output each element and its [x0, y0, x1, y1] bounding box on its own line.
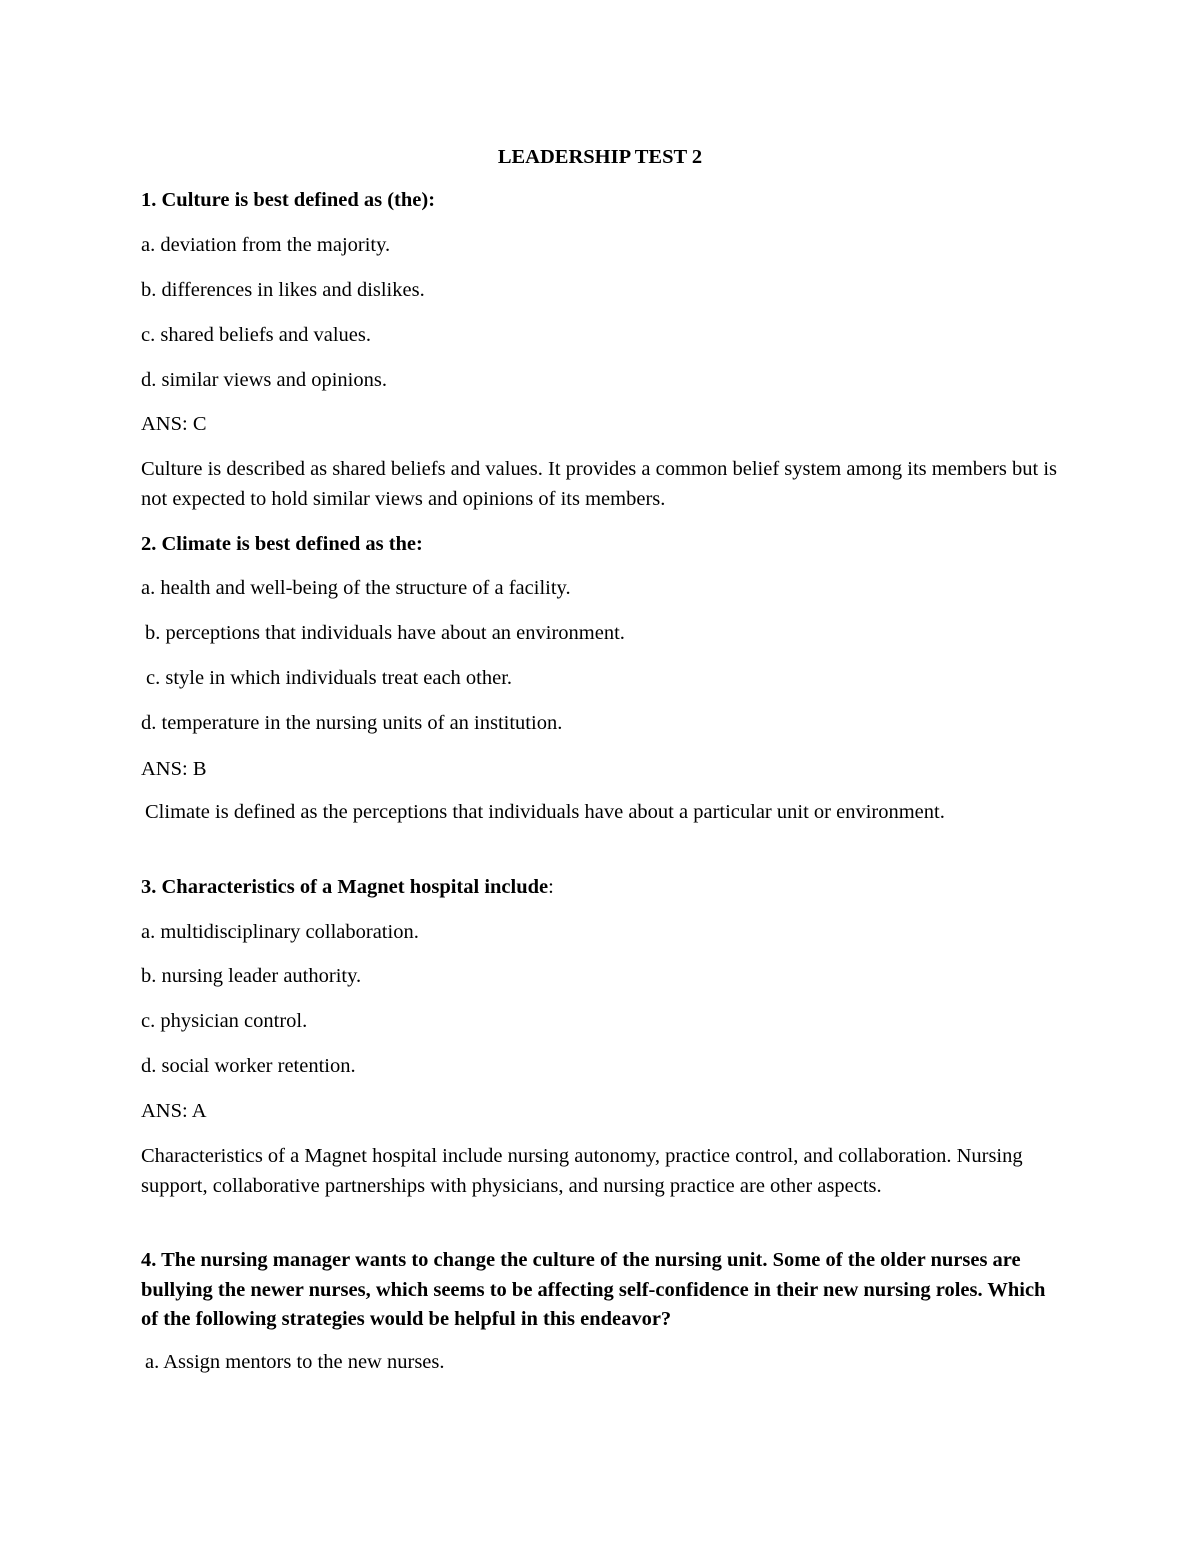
q2-option-d: d. temperature in the nursing units of an institution.: [141, 712, 563, 734]
q3-option-d: d. social worker retention.: [141, 1055, 356, 1077]
q1-answer: ANS: C: [141, 413, 207, 435]
q1-option-c: c. shared beliefs and values.: [141, 324, 371, 346]
q1-option-a: a. deviation from the majority.: [141, 234, 391, 256]
q2-answer: ANS: B: [141, 758, 207, 780]
question-3: [141, 873, 554, 902]
q1-option-d: d. similar views and opinions.: [141, 369, 387, 391]
question-1: 1. Culture is best defined as (the):: [141, 189, 436, 211]
q2-option-c: c. style in which individuals treat each other.: [146, 667, 513, 689]
q1-option-b: b. differences in likes and dislikes.: [141, 279, 425, 301]
q3-option-a: a. multidisciplinary collaboration.: [141, 921, 419, 943]
q3-answer: ANS: A: [141, 1100, 207, 1122]
q3-option-c: c. physician control.: [141, 1010, 308, 1032]
q1-rationale: Culture is described as shared beliefs and values. It provides a common belief system among its members but is not expected to hold similar views and opinions of its members.: [141, 458, 1058, 510]
question-4: 4. The nursing manager wants to change the culture of the nursing unit. Some of the older nurses are bullying the newer nurses, which seems to be affecting self-confidence in their new nursing roles. Which of the following strategies would be helpful in this endeavor?: [141, 1249, 1046, 1330]
question-3-text: 3. Characteristics of a Magnet hospital include: [141, 876, 549, 898]
question-3-colon: :: [548, 876, 554, 898]
document-title: LEADERSHIP TEST 2: [497, 146, 703, 168]
question-2: 2. Climate is best defined as the:: [141, 533, 423, 555]
q3-rationale: Characteristics of a Magnet hospital include nursing autonomy, practice control, and collaboration. Nursing support, collaborative partnerships with physicians, and nursing practice are other aspects.: [141, 1145, 1023, 1197]
q3-option-b: b. nursing leader authority.: [141, 965, 362, 987]
q4-option-a: a. Assign mentors to the new nurses.: [145, 1351, 445, 1373]
q2-rationale: Climate is defined as the perceptions that individuals have about a particular unit or environment.: [145, 801, 945, 823]
q2-option-b: b. perceptions that individuals have about an environment.: [145, 622, 625, 644]
q2-option-a: a. health and well-being of the structure of a facility.: [141, 577, 571, 599]
